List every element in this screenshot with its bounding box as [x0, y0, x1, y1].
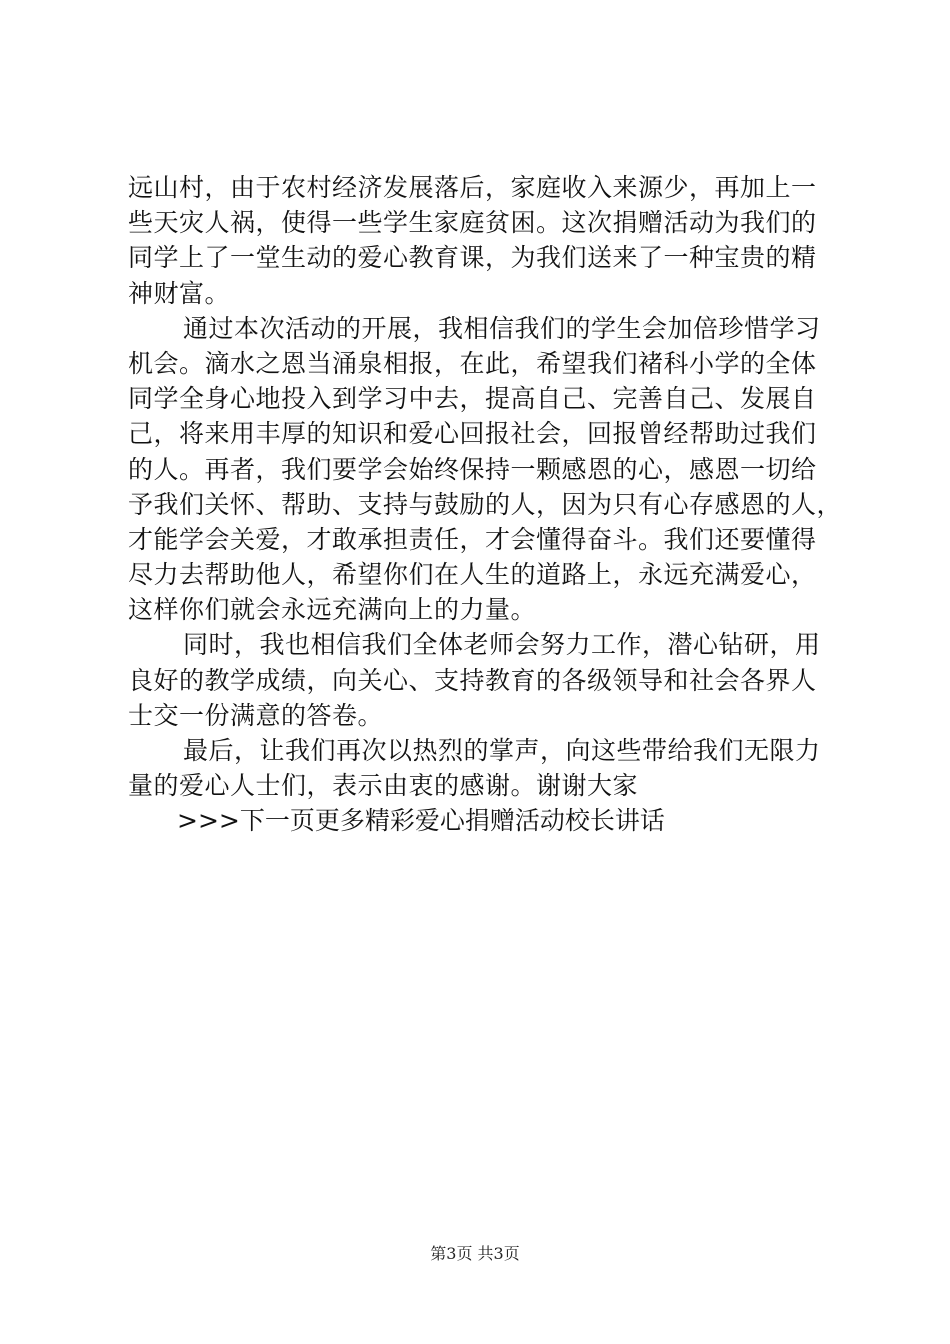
text-line: 尽力去帮助他人，希望你们在人生的道路上，永远充满爱心，	[128, 560, 817, 590]
text-line: 这样你们就会永远充满向上的力量。	[128, 595, 537, 625]
text-line: 远山村，由于农村经济发展落后，家庭收入来源少，再加上一	[128, 173, 817, 202]
paragraph-1	[128, 170, 828, 311]
text-line: 些天灾人祸，使得一些学生家庭贫困。这次捐赠活动为我们的	[128, 208, 817, 238]
text-line: 士交一份满意的答卷。	[128, 700, 384, 730]
text-line: 的人。再者，我们要学会始终保持一颗感恩的心，感恩一切给	[128, 454, 817, 484]
text-line: 予我们关怀、帮助、支持与鼓励的人，因为只有心存感恩的人，	[128, 489, 843, 519]
text-line: 量的爱心人士们，表示由衷的感谢。谢谢大家	[128, 771, 639, 801]
text-line: 己，将来用丰厚的知识和爱心回报社会，回报曾经帮助过我们	[128, 419, 817, 449]
paragraph-2	[128, 311, 843, 628]
text-line: 才能学会关爱，才敢承担责任，才会懂得奋斗。我们还要懂得	[128, 524, 817, 554]
page-number-footer: 第3页 共3页	[430, 1244, 520, 1263]
text-line: 同学全身心地投入到学习中去，提高自己、完善自己、发展自	[128, 384, 817, 414]
text-line: 同时，我也相信我们全体老师会努力工作，潜心钻研，用	[183, 630, 821, 660]
text-line: 最后，让我们再次以热烈的掌声，向这些带给我们无限力	[183, 736, 821, 765]
text-line: 机会。滴水之恩当涌泉相报，在此，希望我们褚科小学的全体	[128, 348, 817, 378]
text-line: 通过本次活动的开展，我相信我们的学生会加倍珍惜学习	[183, 313, 821, 343]
text-line: 神财富。	[128, 278, 231, 308]
text-line: 同学上了一堂生动的爱心教育课，为我们送来了一种宝贵的精	[128, 243, 817, 273]
next-page-link[interactable]: >>>下一页更多精彩爱心捐赠活动校长讲话	[177, 806, 665, 836]
text-line: 良好的教学成绩，向关心、支持教育的各级领导和社会各界人	[128, 665, 817, 695]
paragraph-3	[128, 627, 828, 733]
paragraph-4	[128, 733, 828, 803]
document-body	[128, 170, 843, 839]
